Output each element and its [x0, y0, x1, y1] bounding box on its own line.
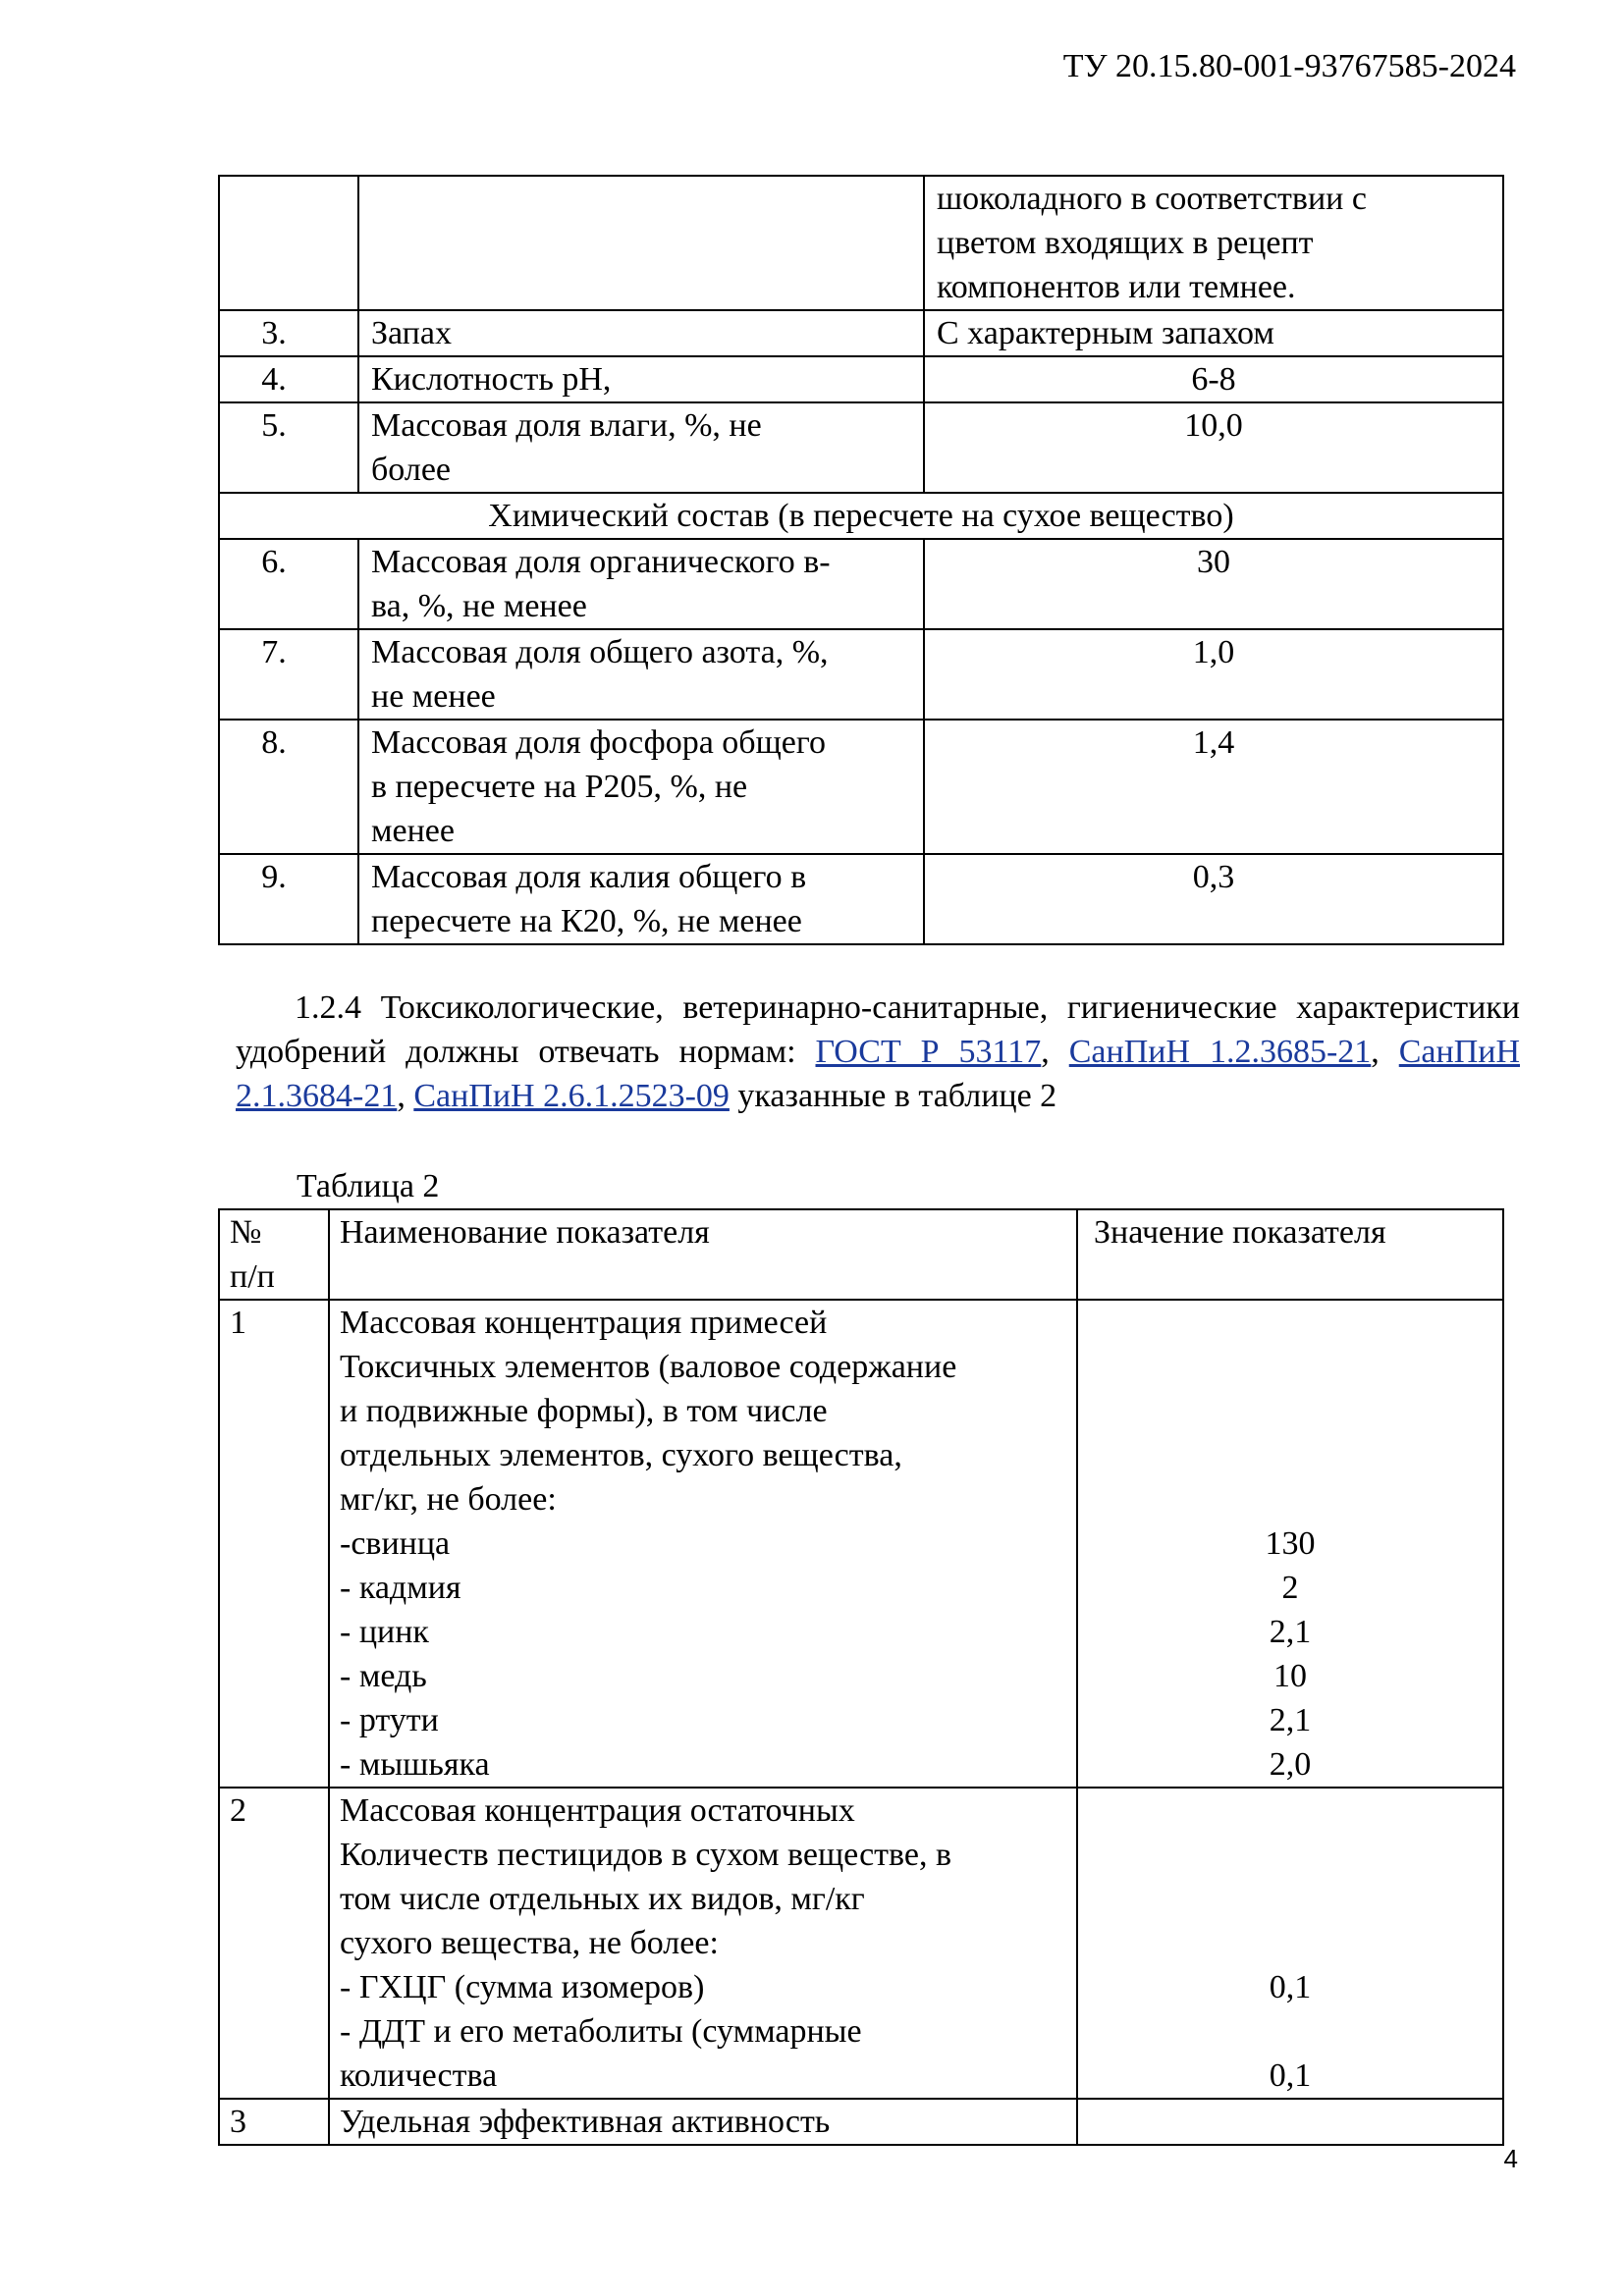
row-number: 3. [219, 310, 358, 356]
gost-link[interactable]: ГОСТ Р 53117 [815, 1034, 1042, 1070]
row-value: 30 [924, 539, 1503, 629]
row-name: Массовая доля органического в- ва, %, не менее [358, 539, 924, 629]
section-paragraph: 1.2.4 Токсикологические, ветеринарно-санитарные, гигиенические характеристики удобрений должны отвечать нормам: ГОСТ Р 53117, СанПиН 1.2.3685-21, СанПиН 2.1.3684-21, СанПиН 2.6.1.2523-09 указанные в таблице 2 [236, 989, 1521, 1114]
row-number: 9. [219, 854, 358, 944]
row-name: Массовая доля калия общего в пересчете на К20, %, не менее [358, 854, 924, 944]
table-row [219, 356, 1503, 402]
value-line: цветом входящих в рецепт [937, 225, 1314, 261]
paragraph-text: Токсикологические, ветеринарно-санитарные, гигиенические характеристики удобрений должны отвечать нормам: [236, 989, 1520, 1070]
toxicology-table [218, 1208, 1504, 2146]
table-row [219, 1788, 1503, 2099]
row-name: Массовая концентрация остаточных Количеств пестицидов в сухом веществе, в том числе отдельных их видов, мг/кг сухого вещества, не более: - ГХЦГ (сумма изомеров) - ДДТ и его метаболиты (суммарные количества [329, 1788, 1077, 2099]
header-name: Наименование показателя [329, 1209, 1077, 1300]
row-value: 130 2 2,1 10 2,1 2,0 [1077, 1300, 1503, 1788]
table-row [219, 539, 1503, 629]
row-name: Массовая доля влаги, %, не более [358, 402, 924, 493]
document-code: ТУ 20.15.80-001-93767585-2024 [1062, 48, 1516, 84]
row-value: 6-8 [924, 356, 1503, 402]
table-row [219, 854, 1503, 944]
row-name: Массовая доля общего азота, %, не менее [358, 629, 924, 720]
sanpin-link-3[interactable]: СанПиН 2.6.1.2523-09 [413, 1078, 730, 1114]
row-name: Массовая концентрация примесей Токсичных элементов (валовое содержание и подвижные формы), в том числе отдельных элементов, сухого вещества, мг/кг, не более: -свинца - кадмия - цинк - медь - ртути - мышьяка [329, 1300, 1077, 1788]
properties-table [218, 175, 1504, 945]
row-name: Массовая доля фосфора общего в пересчете на Р205, %, не менее [358, 720, 924, 854]
row-number: 7. [219, 629, 358, 720]
row-name [358, 176, 924, 310]
table-row [219, 720, 1503, 854]
row-value [924, 176, 1503, 310]
row-value: 0,3 [924, 854, 1503, 944]
sanpin-link-2[interactable]: СанПиН 2.1.3684-21 [236, 1034, 1521, 1114]
table-row [219, 1300, 1503, 1788]
table-row [219, 629, 1503, 720]
row-name: Удельная эффективная активность [329, 2099, 1077, 2145]
row-number [219, 176, 358, 310]
table-header-row [219, 1209, 1503, 1300]
header-value: Значение показателя [1077, 1209, 1503, 1300]
page-number: 4 [1503, 2144, 1518, 2173]
section-row [219, 493, 1503, 539]
table-row [219, 310, 1503, 356]
table-caption: Таблица 2 [297, 1168, 440, 1204]
table-row [219, 402, 1503, 493]
row-number: 8. [219, 720, 358, 854]
paragraph-number: 1.2.4 [295, 989, 361, 1026]
value-line: шоколадного в соответствии с [937, 181, 1367, 217]
header-num: № п/п [219, 1209, 329, 1300]
row-number: 6. [219, 539, 358, 629]
table-row [219, 2099, 1503, 2145]
row-number: 1 [219, 1300, 329, 1788]
row-number: 4. [219, 356, 358, 402]
row-value: 1,4 [924, 720, 1503, 854]
row-value: 0,1 0,1 [1077, 1788, 1503, 2099]
sanpin-link-1[interactable]: СанПиН 1.2.3685-21 [1068, 1034, 1372, 1070]
row-value: 1,0 [924, 629, 1503, 720]
table-row [219, 176, 1503, 310]
row-number: 2 [219, 1788, 329, 2099]
row-number: 5. [219, 402, 358, 493]
row-name: Запах [358, 310, 924, 356]
row-value: С характерным запахом [924, 310, 1503, 356]
row-number: 3 [219, 2099, 329, 2145]
row-name: Кислотность рН, [358, 356, 924, 402]
value-line: компонентов или темнее. [937, 269, 1296, 305]
row-value: 10,0 [924, 402, 1503, 493]
row-value [1077, 2099, 1503, 2145]
section-title: Химический состав (в пересчете на сухое вещество) [219, 493, 1503, 539]
paragraph-text-end: указанные в таблице 2 [737, 1078, 1057, 1114]
